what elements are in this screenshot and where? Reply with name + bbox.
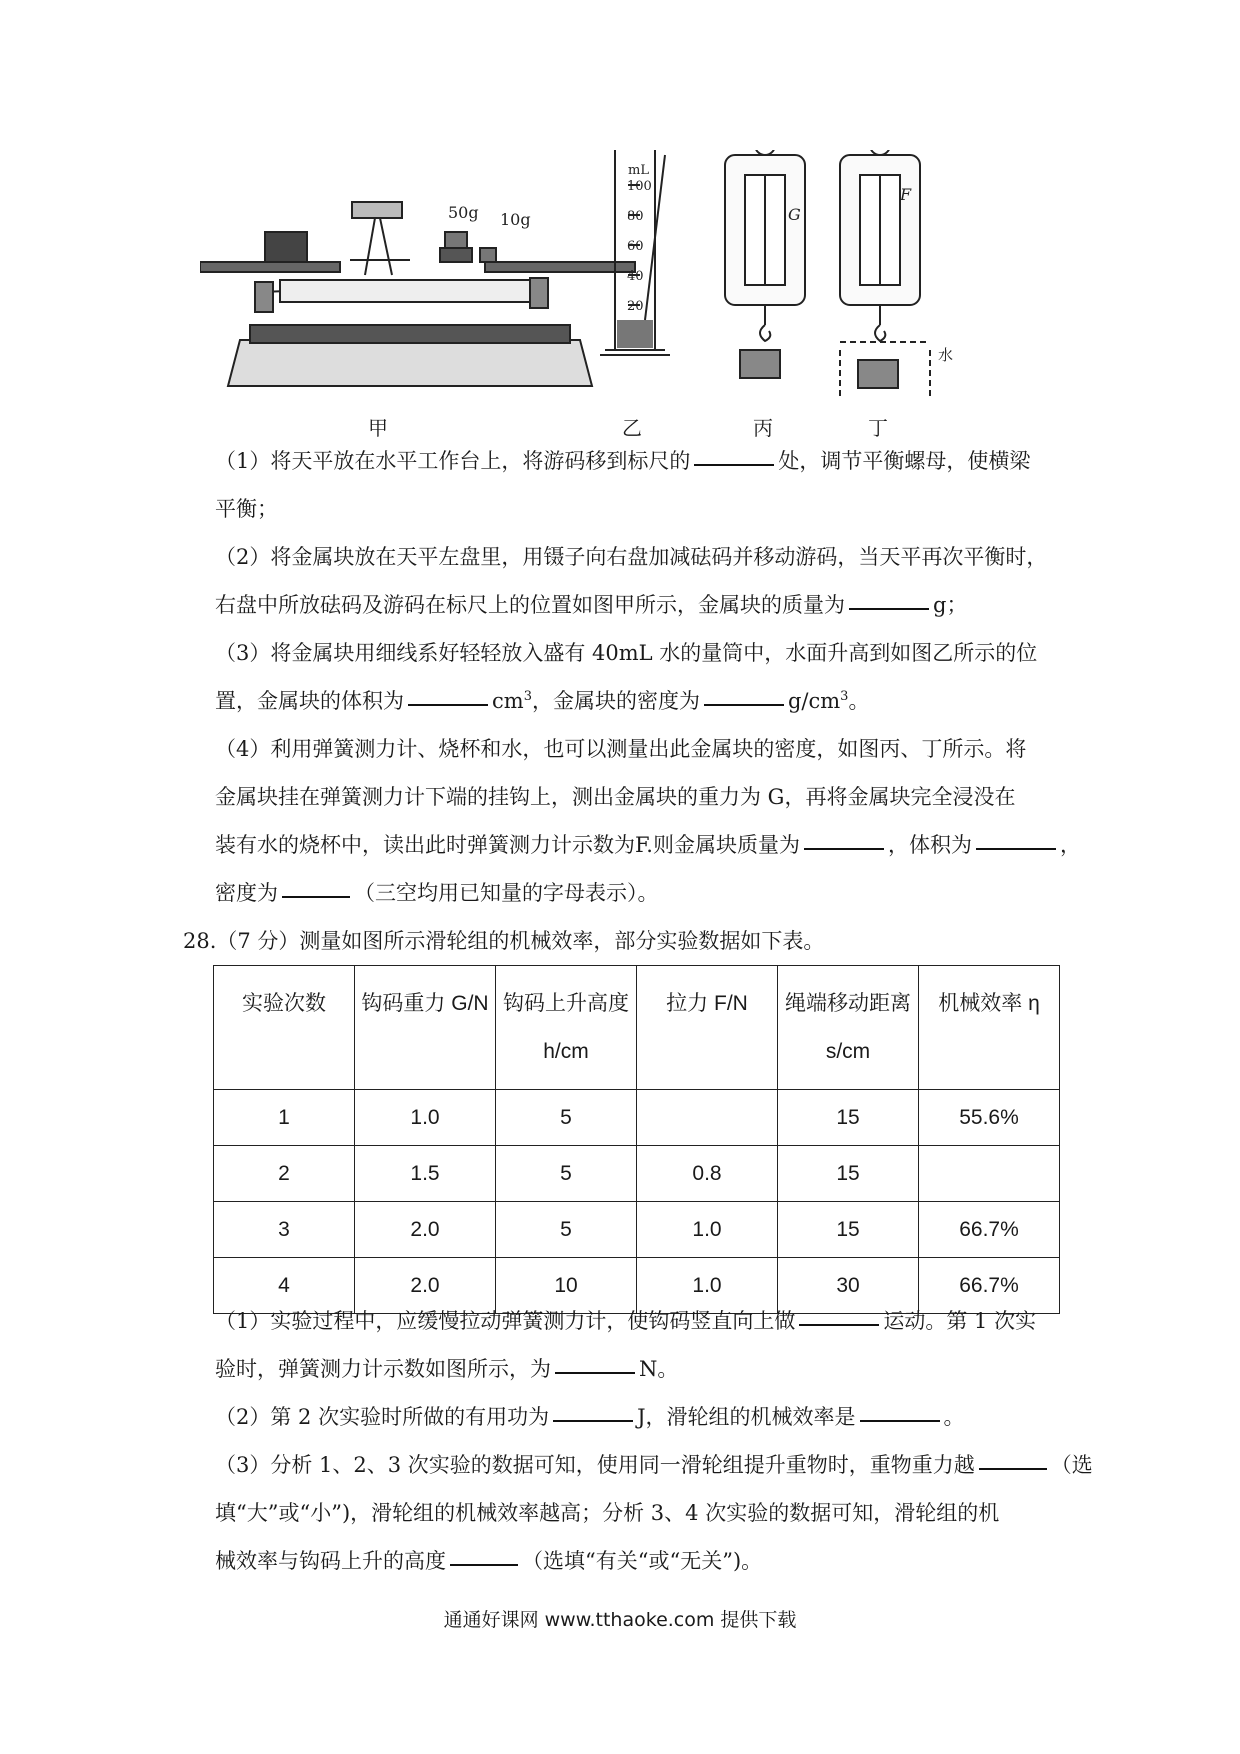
- table-row: [214, 1146, 1060, 1202]
- q28-s1-text-d: N。: [639, 1357, 679, 1381]
- q28-s2-text-a: （2）第 2 次实验时所做的有用功为: [215, 1405, 550, 1429]
- spring-scale-ding: [840, 150, 930, 400]
- table-cell: 1.0: [637, 1258, 778, 1314]
- answer-blank: [976, 847, 1056, 850]
- spring-scale-bing: [725, 150, 805, 378]
- apparatus-illustration: [200, 150, 1040, 450]
- table-cell: 0.8: [637, 1146, 778, 1202]
- q28-s3-line2: 填“大”或“小”)，滑轮组的机械效率越高；分析 3、4 次实验的数据可知，滑轮组的机: [215, 1501, 1000, 1525]
- answer-blank: [704, 703, 784, 706]
- figure-label-jia: 甲: [368, 416, 388, 440]
- header-cell: 实验次数: [214, 966, 355, 1090]
- q27-p3-text-b: 置，金属块的体积为: [215, 689, 404, 713]
- tick-40: 40: [627, 269, 644, 284]
- table-cell: 1.0: [355, 1090, 496, 1146]
- table-row: [214, 1090, 1060, 1146]
- figure-label-yi: 乙: [622, 416, 642, 440]
- table-cell: 15: [778, 1202, 919, 1258]
- table-cell: 1: [214, 1090, 355, 1146]
- tick-80: 80: [627, 209, 644, 224]
- answer-blank: [860, 1419, 940, 1422]
- table-cell: 5: [496, 1090, 637, 1146]
- answer-blank: [408, 703, 488, 706]
- q28-s3-line1: [215, 1449, 1093, 1479]
- answer-blank: [282, 895, 350, 898]
- q27-p3-text-f: 。: [848, 689, 870, 713]
- q28-s1-text-c: 验时，弹簧测力计示数如图所示，为: [215, 1357, 551, 1381]
- q27-part2-line1: （2）将金属块放在天平左盘里，用镊子向右盘加减砝码并移动游码，当天平再次平衡时，: [215, 545, 1048, 569]
- table-row: [214, 1202, 1060, 1258]
- answer-blank: [553, 1419, 633, 1422]
- table-cell: 4: [214, 1258, 355, 1314]
- answer-blank: [450, 1563, 518, 1566]
- cylinder-unit-label: mL: [628, 163, 649, 178]
- table-cell: 15: [778, 1146, 919, 1202]
- experiment-figures: [200, 150, 1040, 450]
- table-cell: 2: [214, 1146, 355, 1202]
- q28-s2-line: [215, 1401, 965, 1431]
- spring-ding-f-label: F: [900, 185, 912, 204]
- q28-s3-text-a: （3）分析 1、2、3 次实验的数据可知，使用同一滑轮组提升重物时，重物重力越: [215, 1453, 975, 1477]
- q28-s3-line3: [215, 1545, 762, 1575]
- q28-s3-text-b: （选: [1050, 1453, 1093, 1477]
- weight-50g-label: 50g: [448, 203, 479, 222]
- answer-blank: [804, 847, 884, 850]
- q27-p3-unit-gcm: g/cm: [787, 689, 841, 713]
- q27-part4-line1: （4）利用弹簧测力计、烧杯和水，也可以测量出此金属块的密度，如图丙、丁所示。将: [215, 737, 1027, 761]
- table-cell: 2.0: [355, 1202, 496, 1258]
- header-cell: 绳端移动距离 s/cm: [778, 966, 919, 1090]
- q28-s3-text-e: （选填“有关“或“无关”)。: [522, 1549, 763, 1573]
- tick-20: 20: [627, 299, 644, 314]
- q27-p4-text-e: ，: [1059, 833, 1081, 857]
- q27-p4-text-g: （三空均用已知量的字母表示）。: [354, 881, 659, 905]
- answer-blank: [799, 1323, 879, 1326]
- tick-60: 60: [627, 239, 644, 254]
- figure-label-bing: 丙: [753, 416, 773, 440]
- q28-s2-text-b: J，滑轮组的机械效率是: [637, 1405, 856, 1429]
- table-cell: 30: [778, 1258, 919, 1314]
- balance-figure: [200, 202, 635, 386]
- table-cell: 1.0: [637, 1202, 778, 1258]
- q28-s1-line2: [215, 1353, 678, 1383]
- q28-s2-text-c: 。: [943, 1405, 965, 1429]
- table-cell: 55.6%: [919, 1090, 1060, 1146]
- header-cell: 钩码重力 G/N: [355, 966, 496, 1090]
- table-cell: 2.0: [355, 1258, 496, 1314]
- table-cell: 5: [496, 1146, 637, 1202]
- q27-part4-line4: [215, 877, 659, 907]
- table-header-row: [214, 966, 1060, 1090]
- q27-part3-line1: （3）将金属块用细线系好轻轻放入盛有 40mL 水的量筒中，水面升高到如图乙所示的位: [215, 641, 1038, 665]
- table-cell: [919, 1146, 1060, 1202]
- table-cell: 66.7%: [919, 1202, 1060, 1258]
- q27-p1-text-a: （1）将天平放在水平工作台上，将游码移到标尺的: [215, 449, 691, 473]
- q28-s1-text-a: （1）实验过程中，应缓慢拉动弹簧测力计，使钩码竖直向上做: [215, 1309, 796, 1333]
- table-cell: 3: [214, 1202, 355, 1258]
- figure-label-ding: 丁: [868, 416, 888, 440]
- answer-blank: [555, 1371, 635, 1374]
- q27-part2-line2: [215, 589, 967, 619]
- q27-part1-line1: [215, 445, 1030, 475]
- q27-p2-text-b: 右盘中所放砝码及游码在标尺上的位置如图甲所示，金属块的质量为: [215, 593, 845, 617]
- answer-blank: [979, 1467, 1047, 1470]
- table-cell: [637, 1090, 778, 1146]
- tick-100: 100: [627, 179, 652, 194]
- data-table: [213, 965, 1060, 1314]
- water-label: 水: [938, 346, 954, 364]
- header-cell: 拉力 F/N: [637, 966, 778, 1090]
- q28-s1-line1: [215, 1305, 1036, 1335]
- header-cell: 钩码上升高度 h/cm: [496, 966, 637, 1090]
- q28-s1-text-b: 运动。第 1 次实: [883, 1309, 1037, 1333]
- answer-blank: [694, 463, 774, 466]
- table-cell: 1.5: [355, 1146, 496, 1202]
- table-cell: 5: [496, 1202, 637, 1258]
- q28-s3-text-d: 械效率与钩码上升的高度: [215, 1549, 446, 1573]
- table-cell: 15: [778, 1090, 919, 1146]
- page-footer: 通通好课网 www.tthaoke.com 提供下载: [443, 1609, 797, 1631]
- q27-part4-line2: 金属块挂在弹簧测力计下端的挂钩上，测出金属块的重力为 G，再将金属块完全浸没在: [215, 785, 1016, 809]
- q28-title: 28.（7 分）测量如图所示滑轮组的机械效率，部分实验数据如下表。: [183, 929, 825, 953]
- q27-p2-text-c: g；: [933, 593, 968, 617]
- q27-part4-line3: [215, 829, 1081, 859]
- q27-p4-text-d: ，体积为: [887, 833, 972, 857]
- header-cell: 机械效率 η: [919, 966, 1060, 1090]
- q27-p1-text-b: 处，调节平衡螺母，使横梁: [778, 449, 1031, 473]
- table-cell: 66.7%: [919, 1258, 1060, 1314]
- q27-p3-unit-cm: cm: [492, 689, 524, 713]
- q27-part1-line2: 平衡；: [215, 497, 278, 521]
- q27-p4-text-f: 密度为: [215, 881, 278, 905]
- q27-p4-text-c: 装有水的烧杯中，读出此时弹簧测力计示数为F.则金属块质量为: [215, 833, 800, 857]
- table-cell: 10: [496, 1258, 637, 1314]
- weight-10g-label: 10g: [500, 210, 531, 229]
- q27-part3-line2: 置，金属块的体积为 $cm^3$，金属块的密度为 $g/cm^3$。: [215, 689, 870, 713]
- answer-blank: [849, 607, 929, 610]
- q27-p3-text-d: ，金属块的密度为: [531, 689, 700, 713]
- spring-bing-g-label: G: [788, 205, 801, 224]
